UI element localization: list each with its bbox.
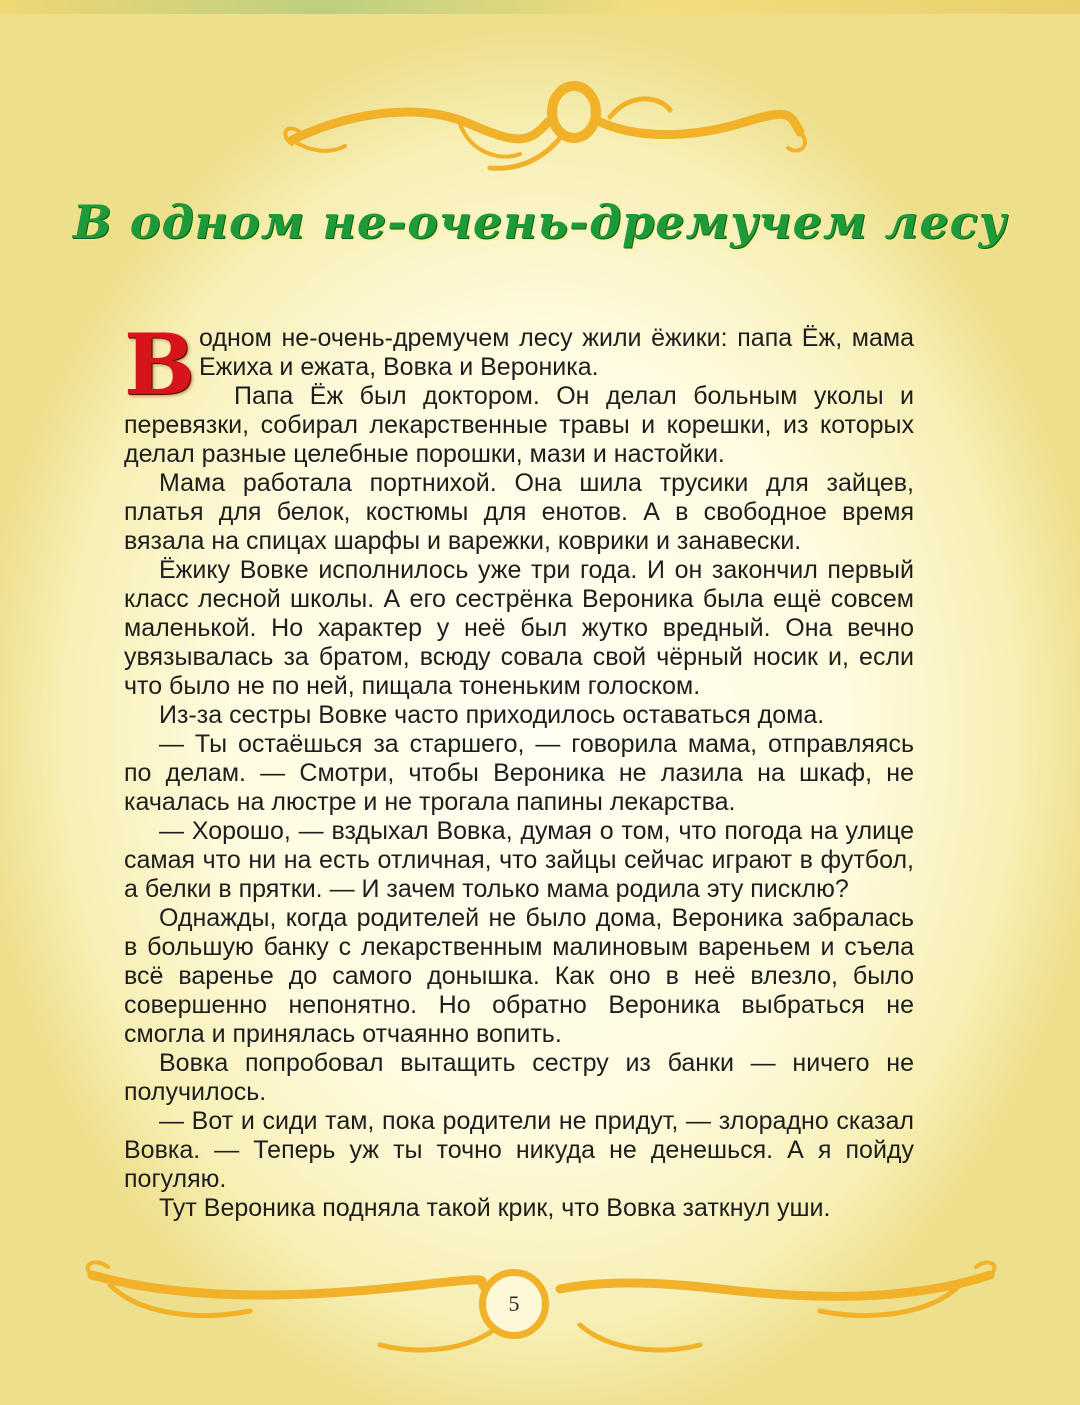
story-paragraph: Из-за сестры Вовке часто приходилось оставаться дома.	[159, 701, 825, 729]
ribbon-ornament-top	[0, 62, 1080, 172]
story-paragraph: Мама работала портнихой. Она шила трусики для зайцев, платья для белок, костюмы для енотов. А в свободное время вязала на спицах шарфы и варежки, коврики и занавески.	[124, 469, 914, 555]
story-paragraph: Тут Вероника подняла такой крик, что Вовка заткнул уши.	[159, 1194, 831, 1222]
story-paragraph: — Вот и сиди там, пока родители не придут, — злорадно сказал Вовка. — Теперь уж ты точно никуда не денешься. А я пойду погуляю.	[124, 1107, 914, 1193]
story-paragraph: Водном не-очень-дремучем лесу жили ёжики: папа Ёж, мама Ежиха и ежата, Вовка и Вероника.	[124, 315, 914, 414]
story-paragraph: Ёжику Вовке исполнилось уже три года. И он закончил первый класс лесной школы. А его сестрёнка Вероника была ещё совсем маленькой. Но характер у неё был жутко вредный. Она вечно увязывалась за братом, всюду совала свой чёрный носик и, если что было не по ней, пищала тоненьким голоском.	[124, 556, 914, 700]
story-title: В одном не-очень-дремучем лесу	[72, 195, 1008, 249]
story-text	[124, 315, 914, 1223]
page-number: 5	[479, 1269, 549, 1339]
page-top-edge	[0, 0, 1080, 14]
story-paragraph: — Ты остаёшься за старшего, — говорила мама, отправляясь по делам. — Смотри, чтобы Вероника не лазила на шкаф, не качалась на люстре и не трогала папины лекарства.	[124, 730, 914, 816]
drop-cap: В	[124, 315, 195, 414]
story-paragraph: Папа Ёж был доктором. Он делал больным уколы и перевязки, собирал лекарственные травы и корешки, из которых делал разные целебные порошки, мази и настойки.	[124, 382, 914, 468]
story-paragraph: Вовка попробовал вытащить сестру из банки — ничего не получилось.	[124, 1049, 914, 1106]
story-paragraph: Однажды, когда родителей не было дома, Вероника забралась в большую банку с лекарственным малиновым вареньем и съела всё варенье до самого донышка. Как оно в неё влезло, было совершенно непонятно. Но обратно Вероника выбраться не смогла и принялась отчаянно вопить.	[124, 904, 914, 1048]
story-paragraph: — Хорошо, — вздыхал Вовка, думая о том, что погода на улице самая что ни на есть отличная, что зайцы сейчас играют в футбол, а белки в прятки. — И зачем только мама родила эту писклю?	[124, 817, 914, 903]
